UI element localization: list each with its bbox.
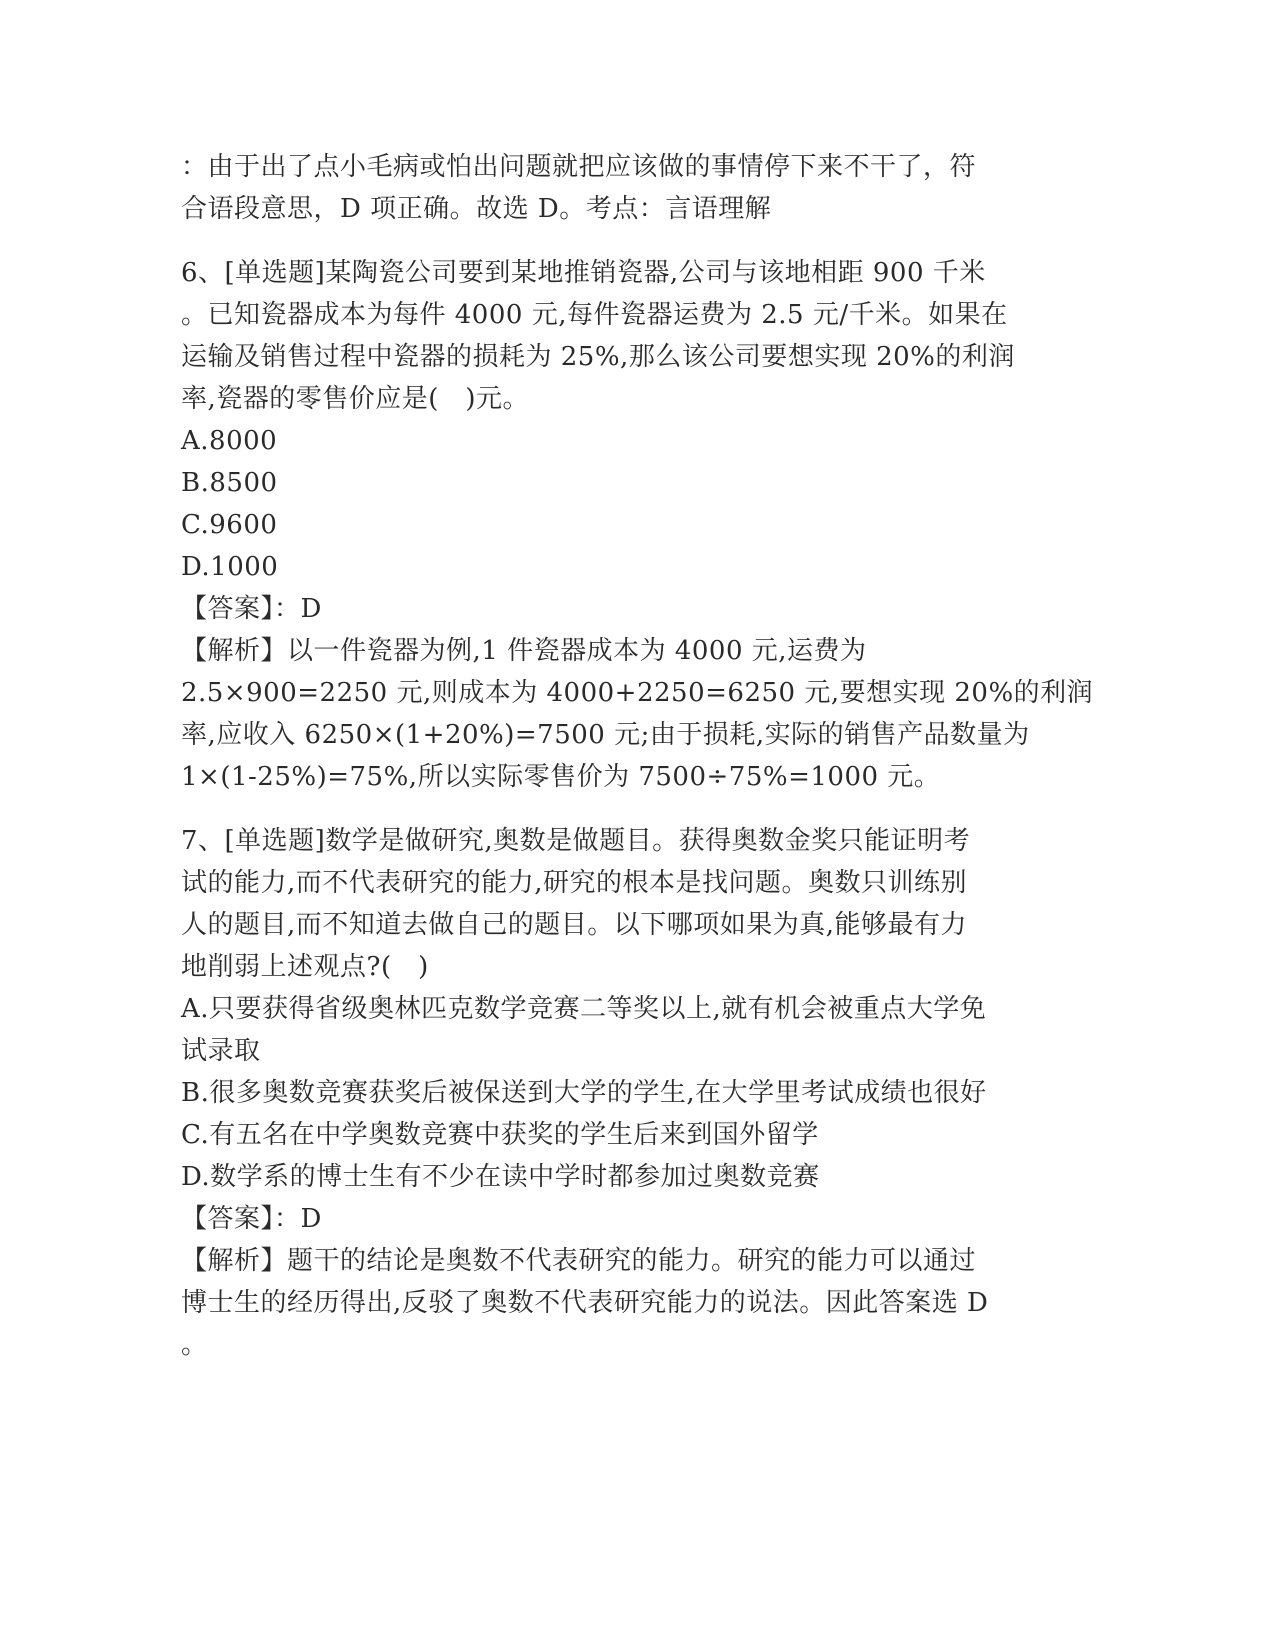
- question-7-options: [181, 988, 1041, 1198]
- text-line: ：由于出了点小毛病或怕出问题就把应该做的事情停下来不干了，符: [181, 152, 977, 182]
- option-b: B.8500: [181, 468, 278, 498]
- text-line: 【解析】题干的结论是奥数不代表研究的能力。研究的能力可以通过: [181, 1246, 977, 1276]
- previous-question-continuation: [181, 146, 1041, 230]
- option-a-continued: 试录取: [181, 1036, 261, 1066]
- text-line: 。已知瓷器成本为每件 4000 元,每件瓷器运费为 2.5 元/千米。如果在: [181, 300, 1008, 330]
- question-6: [181, 252, 1094, 798]
- text-line: 7、[单选题]数学是做研究,奥数是做题目。获得奥数金奖只能证明考: [181, 826, 971, 856]
- text-line: 地削弱上述观点?( ): [181, 952, 429, 982]
- document-page: [181, 146, 1094, 1366]
- text-line: 6、[单选题]某陶瓷公司要到某地推销瓷器,公司与该地相距 900 千米: [181, 258, 986, 288]
- option-d: D.1000: [181, 552, 279, 582]
- analysis-block: [181, 630, 1094, 798]
- text-line: 率,应收入 6250×(1+20%)=7500 元;由于损耗,实际的销售产品数量为: [181, 720, 1030, 750]
- text-line: 2.5×900=2250 元,则成本为 4000+2250=6250 元,要想实现 20%的利润: [181, 678, 1094, 708]
- question-7: [181, 820, 1041, 1366]
- option-b: B.很多奥数竞赛获奖后被保送到大学的学生,在大学里考试成绩也很好: [181, 1078, 987, 1108]
- answer-line: 【答案】：D: [181, 594, 322, 624]
- text-line: 。: [181, 1330, 208, 1360]
- question-7-stem: [181, 820, 1041, 988]
- option-a: A.只要获得省级奥林匹克数学竞赛二等奖以上,就有机会被重点大学免: [181, 994, 987, 1024]
- answer-line: 【答案】：D: [181, 1204, 322, 1234]
- option-d: D.数学系的博士生有不少在读中学时都参加过奥数竞赛: [181, 1162, 820, 1192]
- text-line: 1×(1-25%)=75%,所以实际零售价为 7500÷75%=1000 元。: [181, 762, 941, 792]
- text-line: 博士生的经历得出,反驳了奥数不代表研究能力的说法。因此答案选 D: [181, 1288, 989, 1318]
- text-line: 人的题目,而不知道去做自己的题目。以下哪项如果为真,能够最有力: [181, 910, 968, 940]
- text-line: 【解析】以一件瓷器为例,1 件瓷器成本为 4000 元,运费为: [181, 636, 867, 666]
- text-line: 试的能力,而不代表研究的能力,研究的根本是找问题。奥数只训练别: [181, 868, 968, 898]
- option-c: C.9600: [181, 510, 278, 540]
- option-a: A.8000: [181, 426, 278, 456]
- question-6-stem: [181, 252, 1041, 420]
- option-c: C.有五名在中学奥数竞赛中获奖的学生后来到国外留学: [181, 1120, 819, 1150]
- text-line: 率,瓷器的零售价应是( )元。: [181, 384, 530, 414]
- text-line: 合语段意思，D 项正确。故选 D。考点：言语理解: [181, 194, 772, 224]
- text-line: 运输及销售过程中瓷器的损耗为 25%,那么该公司要想实现 20%的利润: [181, 342, 1015, 372]
- analysis-block: [181, 1240, 1041, 1366]
- question-6-options: [181, 420, 1041, 588]
